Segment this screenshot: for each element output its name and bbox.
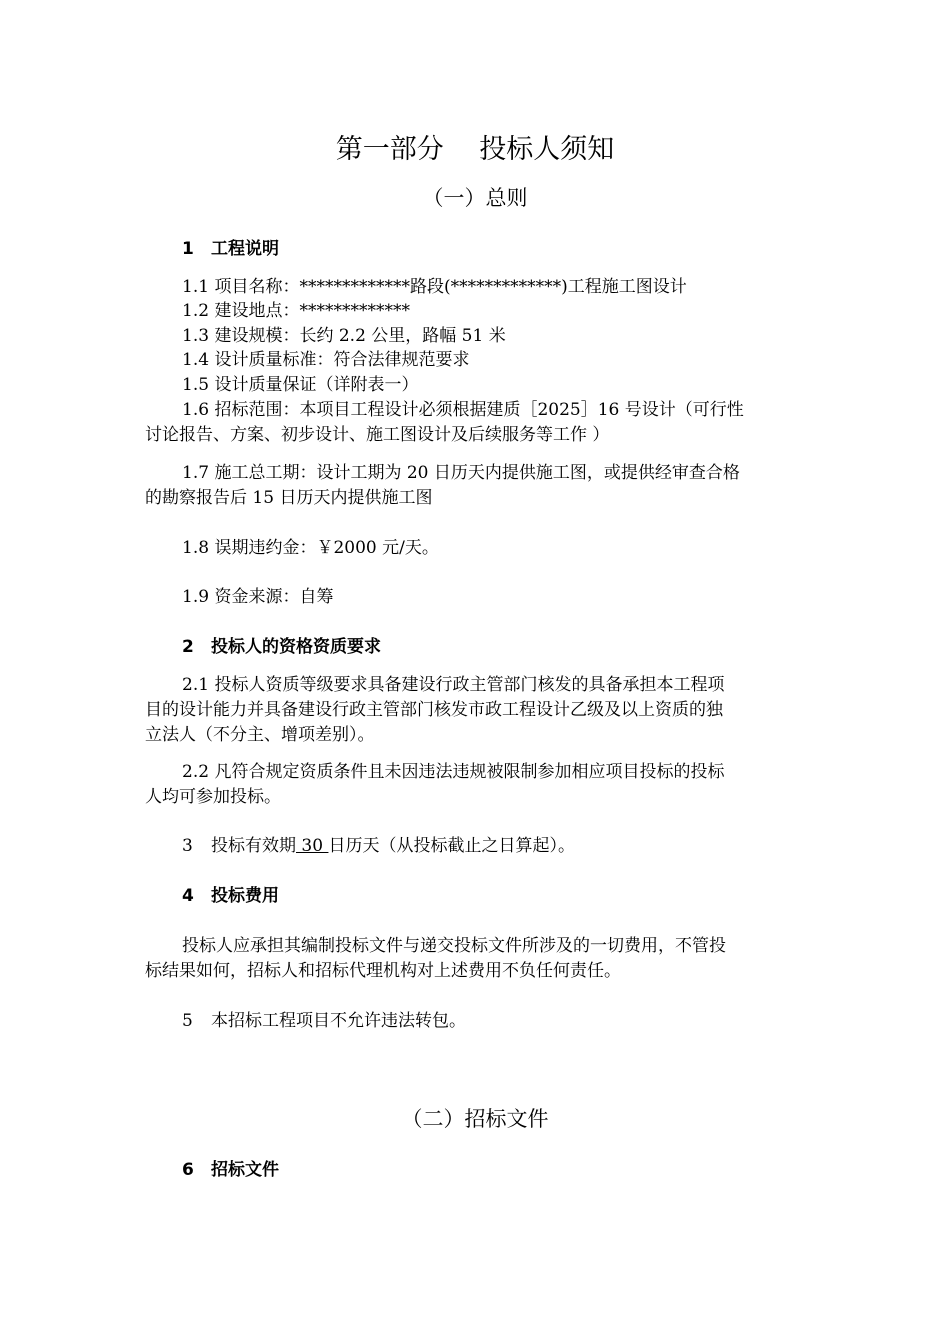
validity-note: 日历天（从投标截止之日算起）。 — [328, 836, 575, 856]
validity-days: 30 — [296, 836, 329, 856]
item-number: 6 — [182, 1160, 194, 1180]
line-1-7: 1.7 施工总工期：设计工期为 20 日历天内提供施工图，或提供经审查合格 — [182, 463, 740, 483]
page-title: 第一部分 投标人须知 — [335, 134, 615, 165]
item-number: 5 — [182, 1011, 193, 1031]
section-heading-general: （一）总则 — [422, 186, 528, 210]
line-1-3: 1.3 建设规模：长约 2.2 公里，路幅 51 米 — [182, 326, 506, 346]
line-1-8: 1.8 误期违约金：￥2000 元/天。 — [182, 538, 439, 558]
item-5-line — [182, 1009, 466, 1033]
line-1-6: 1.6 招标范围：本项目工程设计必须根据建质［2025］16 号设计（可行性 — [182, 400, 744, 420]
item-6-heading — [182, 1158, 279, 1182]
line-2-2: 2.2 凡符合规定资质条件且未因违法违规被限制参加相应项目投标的投标 — [182, 762, 725, 782]
item-title: 投标人的资格资质要求 — [211, 637, 381, 657]
item-text: 本招标工程项目不允许违法转包。 — [211, 1011, 466, 1031]
item-number: 3 — [182, 836, 193, 856]
line-4-1-cont: 标结果如何，招标人和招标代理机构对上述费用不负任何责任。 — [145, 961, 621, 981]
line-1-1: 1.1 项目名称：*************路段(*************)工程施工图设计 — [182, 277, 687, 297]
item-title: 招标文件 — [211, 1160, 279, 1180]
line-4-1: 投标人应承担其编制投标文件与递交投标文件所涉及的一切费用，不管投 — [182, 936, 726, 956]
line-2-1-cont-b: 立法人（不分主、增项差别）。 — [145, 725, 375, 745]
item-1-heading — [182, 237, 279, 261]
line-2-1-cont-a: 目的设计能力并具备建设行政主管部门核发市政工程设计乙级及以上资质的独 — [145, 700, 723, 720]
line-1-5: 1.5 设计质量保证（详附表一） — [182, 375, 419, 395]
item-number: 4 — [182, 886, 194, 906]
line-1-4: 1.4 设计质量标准：符合法律规范要求 — [182, 350, 470, 370]
item-3-line — [182, 834, 575, 858]
line-1-6-cont: 讨论报告、方案、初步设计、施工图设计及后续服务等工作 ） — [145, 425, 610, 445]
item-2-heading — [182, 635, 381, 659]
item-number: 1 — [182, 239, 194, 259]
line-2-2-cont: 人均可参加投标。 — [145, 787, 281, 807]
line-1-7-cont: 的勘察报告后 15 日历天内提供施工图 — [145, 488, 433, 508]
item-4-heading — [182, 884, 279, 908]
item-number: 2 — [182, 637, 194, 657]
line-2-1: 2.1 投标人资质等级要求具备建设行政主管部门核发的具备承担本工程项 — [182, 675, 725, 695]
section-heading-tender-documents: （二）招标文件 — [401, 1107, 549, 1131]
item-title: 工程说明 — [211, 239, 279, 259]
line-1-2: 1.2 建设地点：************* — [182, 301, 410, 321]
line-1-9: 1.9 资金来源：自筹 — [182, 587, 334, 607]
item-title: 投标费用 — [211, 886, 279, 906]
validity-label: 投标有效期 — [211, 836, 296, 856]
